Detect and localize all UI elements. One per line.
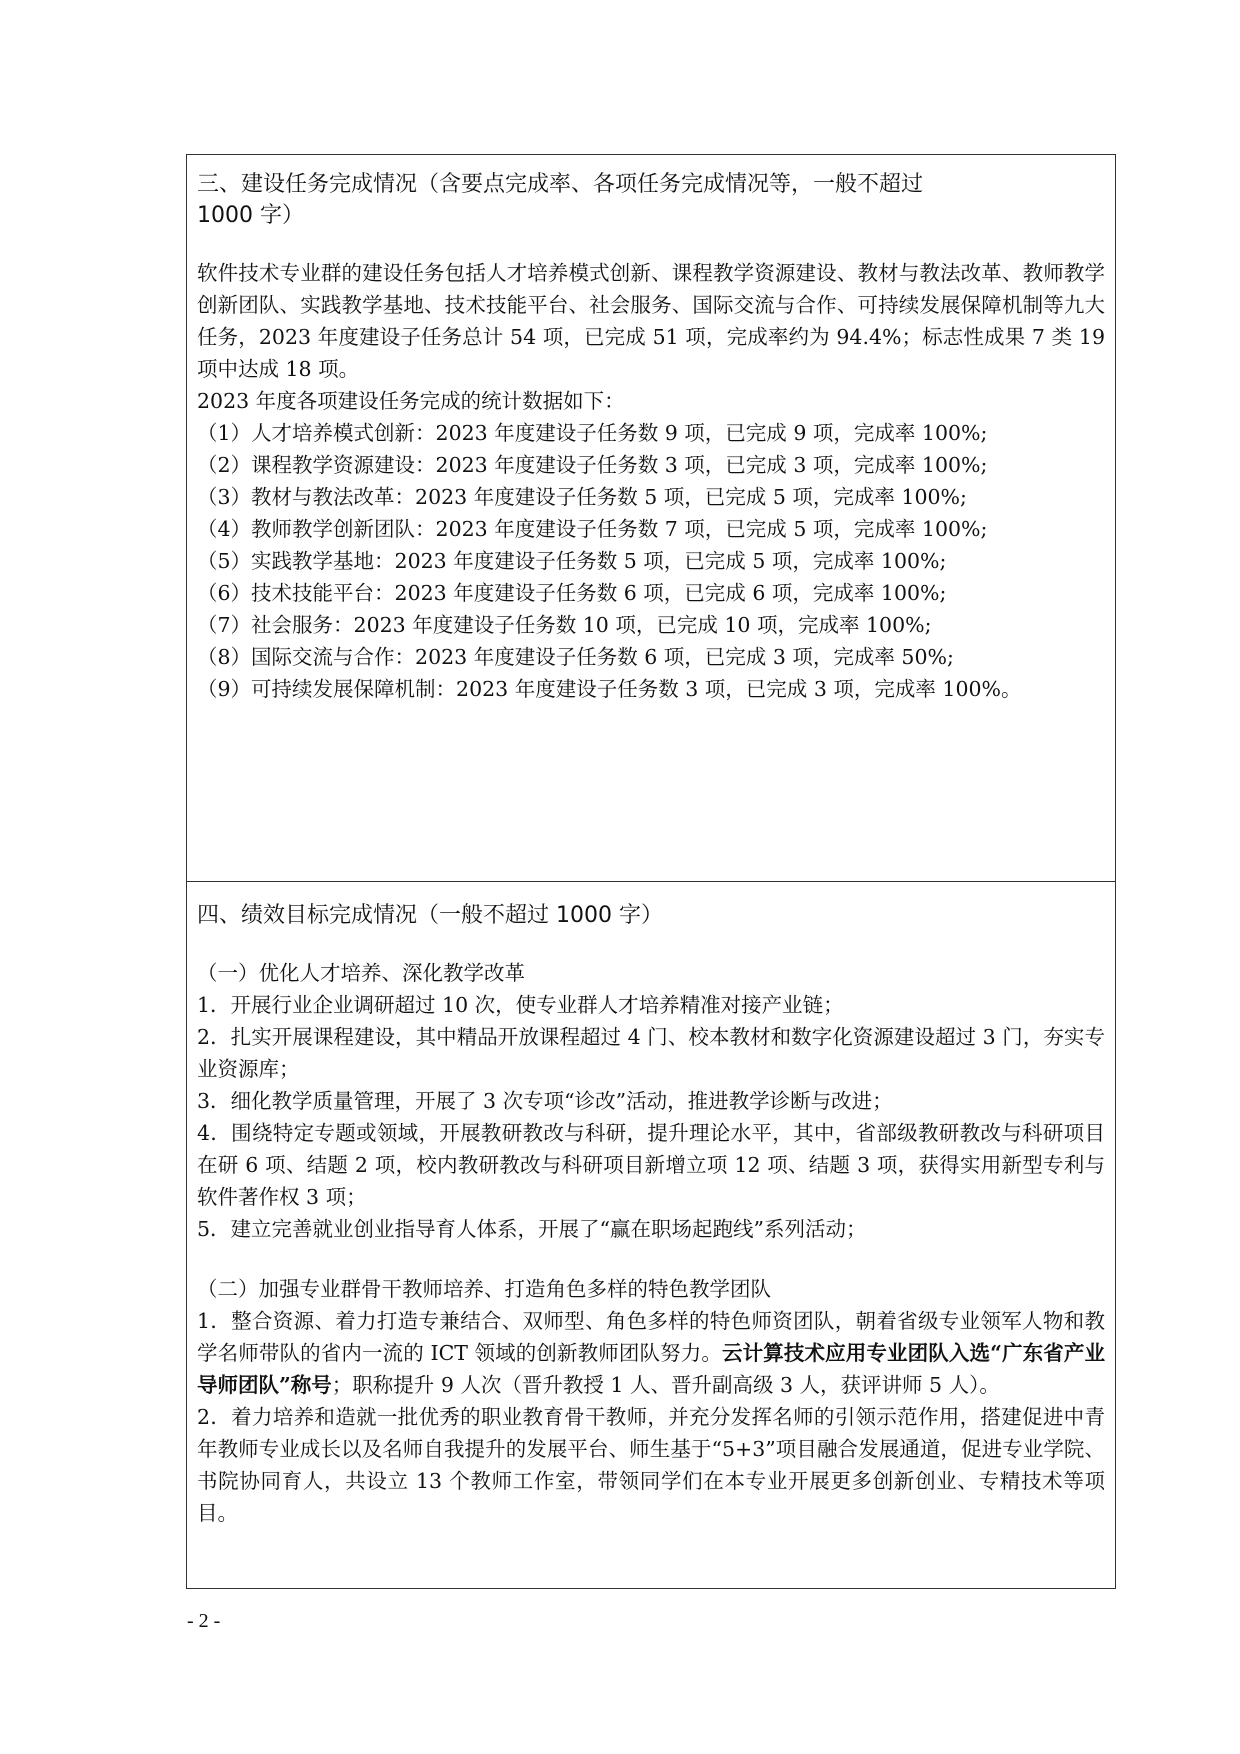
part-2-item-1 (197, 1305, 1105, 1401)
part-2-item-1-text-b: ；职称提升 9 人次（晋升教授 1 人、晋升副高级 3 人，获评讲师 5 人）。 (331, 1373, 1000, 1397)
task-item-6: （6）技术技能平台：2023 年度建设子任务数 6 项，已完成 6 项，完成率 100%; (197, 581, 947, 605)
part-1-item-3: 3．细化教学质量管理，开展了 3 次专项“诊改”活动，推进教学诊断与改进； (197, 1089, 893, 1113)
report-table (186, 154, 1116, 1589)
part-2-item-1-highlight: 云计算技术应用专业团队入选“广东省产业导师团队”称号 (197, 1341, 1105, 1397)
section-3-stats-title: 2023 年度各项建设任务完成的统计数据如下： (197, 389, 625, 413)
part-1-item-1: 1．开展行业企业调研超过 10 次，使专业群人才培养精准对接产业链； (197, 993, 844, 1017)
task-item-9: （9）可持续发展保障机制：2023 年度建设子任务数 3 项，已完成 3 项，完成率 100%。 (197, 677, 1022, 701)
section-3-cell (187, 155, 1115, 881)
section-3-intro: 软件技术专业群的建设任务包括人才培养模式创新、课程教学资源建设、教材与教法改革、教师教学创新团队、实践教学基地、技术技能平台、社会服务、国际交流与合作、可持续发展保障机制等九大任务，2023 年度建设子任务总计 54 项，已完成 51 项，完成率约为 94.4%；标志性成果 7 类 19 项中达成 18 项。 (197, 261, 1105, 381)
spacer (197, 231, 1105, 257)
task-item-5: （5）实践教学基地：2023 年度建设子任务数 5 项，已完成 5 项，完成率 100%; (197, 549, 947, 573)
part-1-item-5: 5．建立完善就业创业指导育人体系，开展了“赢在职场起跑线”系列活动； (197, 1217, 867, 1241)
page-number: - 2 - (187, 1610, 221, 1632)
spacer (197, 1245, 1105, 1273)
part-2-item-1-text-a: 1．整合资源、着力打造专兼结合、双师型、角色多样的特色师资团队，朝着省级专业领军人物和教学名师带队的省内一流的 ICT 领域的创新教师团队努力。 (197, 1309, 1105, 1365)
part-2-title: （二）加强专业群骨干教师培养、打造角色多样的特色教学团队 (197, 1277, 771, 1301)
part-1-item-2: 2．扎实开展课程建设，其中精品开放课程超过 4 门、校本教材和数字化资源建设超过 3 门，夯实专业资源库； (197, 1025, 1105, 1081)
task-item-8: （8）国际交流与合作：2023 年度建设子任务数 6 项，已完成 3 项，完成率 50%; (197, 645, 954, 669)
section-3-heading-line2: 1000 字） (197, 203, 304, 228)
spacer (197, 931, 1105, 957)
part-2-item-2: 2．着力培养和造就一批优秀的职业教育骨干教师，并充分发挥名师的引领示范作用，搭建促进中青年教师专业成长以及名师自我提升的发展平台、师生基于“5+3”项目融合发展通道，促进专业学院、书院协同育人，共设立 13 个教师工作室，带领同学们在本专业开展更多创新创业、专精技术等项目。 (197, 1405, 1105, 1525)
section-3-heading-line1: 三、建设任务完成情况（含要点完成率、各项任务完成情况等，一般不超过 (197, 172, 924, 197)
task-item-4: （4）教师教学创新团队：2023 年度建设子任务数 7 项，已完成 5 项，完成率 100%; (197, 517, 988, 541)
section-4-heading: 四、绩效目标完成情况（一般不超过 1000 字） (197, 903, 663, 928)
section-4-cell (187, 881, 1115, 1588)
task-item-1: （1）人才培养模式创新：2023 年度建设子任务数 9 项，已完成 9 项，完成率 100%; (197, 421, 988, 445)
task-item-2: （2）课程教学资源建设：2023 年度建设子任务数 3 项，已完成 3 项，完成率 100%; (197, 453, 988, 477)
task-item-7: （7）社会服务：2023 年度建设子任务数 10 项，已完成 10 项，完成率 100%; (197, 613, 932, 637)
part-1-item-4: 4．围绕特定专题或领域，开展教研教改与科研，提升理论水平，其中，省部级教研教改与科研项目在研 6 项、结题 2 项，校内教研教改与科研项目新增立项 12 项、结题 3 项，获得实用新型专利与软件著作权 3 项； (197, 1121, 1105, 1209)
task-item-3: （3）教材与教法改革：2023 年度建设子任务数 5 项，已完成 5 项，完成率 100%; (197, 485, 967, 509)
part-1-title: （一）优化人才培养、深化教学改革 (197, 961, 525, 985)
